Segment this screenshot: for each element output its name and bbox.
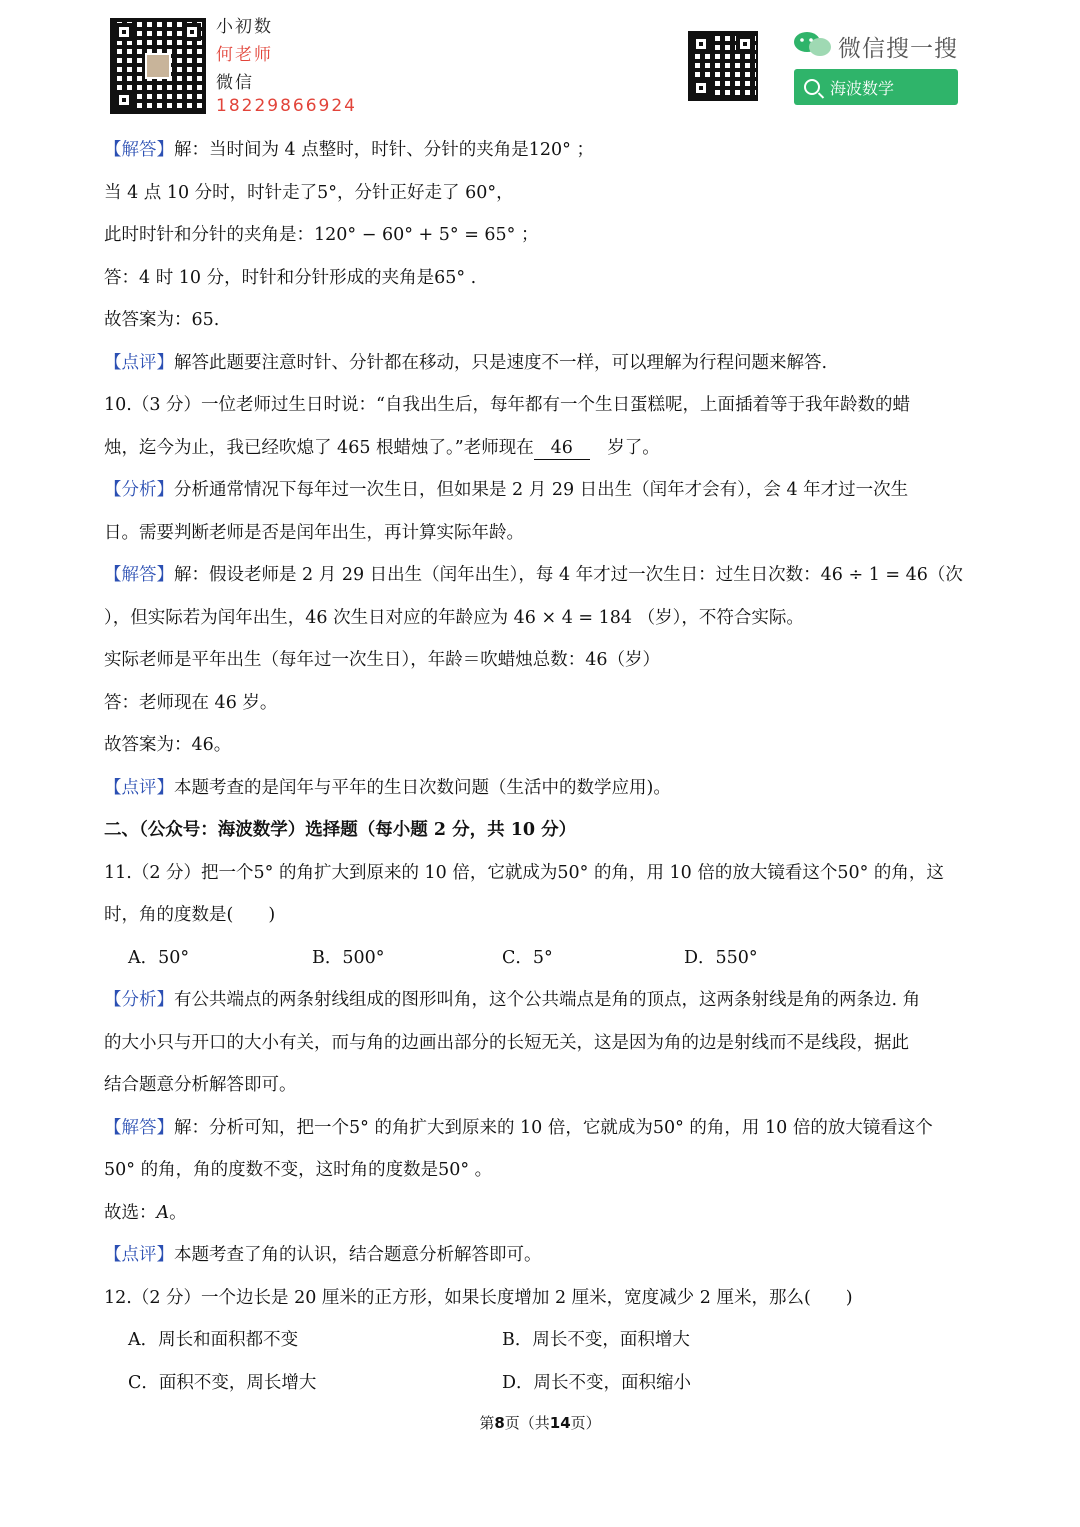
handwriting-line-3: 微信 [216, 73, 254, 93]
comment-tag: 【点评】 [104, 777, 174, 798]
q10-answer [104, 554, 980, 597]
q9-answer-line [104, 129, 980, 172]
option-d[interactable]: D．周长不变，面积缩小 [502, 1372, 692, 1393]
qr-code-icon [110, 18, 206, 114]
search-button[interactable] [794, 69, 958, 105]
q10-answer: 实际老师是平年出生（每年过一次生日），年龄＝吹蜡烛总数：46（岁） [104, 650, 661, 670]
page-footer [0, 1412, 1080, 1433]
search-icon [804, 79, 820, 95]
q9-final-answer: 故答案为：65. [104, 310, 220, 330]
answer-blank: 46 [534, 437, 590, 460]
handwriting-line-2: 何老师 [216, 45, 273, 65]
q9-answer-line: 此时时针和分针的夹角是：120° − 60° + 5° = 65° ； [104, 225, 539, 245]
option-b[interactable]: B．500° [312, 947, 385, 968]
q10-stem: 10.（3 分）一位老师过生日时说：“自我出生后，每年都有一个生日蛋糕呢，上面插着等于我年龄数的蜡 [104, 395, 910, 415]
comment-tag: 【点评】 [104, 352, 174, 373]
wechat-search-title: 微信搜一搜 [838, 36, 958, 62]
handwriting-phone: 18229866924 [216, 96, 357, 116]
q12-options [104, 1362, 980, 1405]
answer-tag: 【解答】 [104, 565, 174, 585]
answer-tag: 【解答】 [104, 140, 174, 160]
q10-answer: ），但实际若为闰年出生，46 次生日对应的年龄应为 46 × 4 = 184 （岁），不符合实际。 [104, 607, 804, 628]
q10-stem-end: 岁了。 [607, 437, 660, 458]
q12-stem: 12.（2 分）一个边长是 20 厘米的正方形，如果长度增加 2 厘米，宽度减少 2 厘米，那么( ) [104, 1287, 853, 1308]
q11-analysis-text: 有公共端点的两条射线组成的图形叫角，这个公共端点是角的顶点，这两条射线是角的两条边. 角 [174, 990, 921, 1010]
option-c[interactable]: C．面积不变，周长增大 [128, 1372, 317, 1393]
q11-stem: 时，角的度数是( ) [104, 905, 276, 925]
q10-answer: 答：老师现在 46 岁。 [104, 692, 278, 713]
q10-comment [104, 767, 980, 810]
q11-comment-text: 本题考查了角的认识，结合题意分析解答即可。 [174, 1245, 542, 1265]
q9-answer-text: 解：当时间为 4 点整时，时针、分针的夹角是120° ； [174, 140, 594, 160]
answer-tag: 【解答】 [104, 1117, 174, 1138]
q12-options [104, 1319, 980, 1362]
footer-mid: 页（共 [504, 1414, 550, 1432]
page-content [104, 129, 980, 1404]
wechat-icon [793, 31, 833, 57]
handwriting-line-1: 小初数 [216, 17, 273, 37]
q11-options [104, 937, 980, 980]
q11-answer-text: 解：分析可知，把一个5° 的角扩大到原来的 10 倍，它就成为50° 的角，用 10 倍的放大镜看这个 [174, 1117, 933, 1138]
q10-final-answer: 故答案为：46。 [104, 735, 232, 755]
q11-analysis [104, 979, 980, 1022]
final-answer-choice: A [156, 1202, 170, 1223]
q11-answer [104, 1107, 980, 1150]
q10-answer-text: 解：假设老师是 2 月 29 日出生（闰年出生），每 4 年才过一次生日：过生日次数：46 ÷ 1 = 46（次 [174, 565, 963, 585]
total-pages: 14 [549, 1414, 571, 1432]
q9-answer-line: 当 4 点 10 分时，时针走了5°，分针正好走了 60°， [104, 182, 514, 203]
q9-comment-text: 解答此题要注意时针、分针都在移动，只是速度不一样，可以理解为行程问题来解答. [174, 352, 828, 373]
q11-answer: 50° 的角，角的度数不变，这时角的度数是50° 。 [104, 1160, 493, 1180]
footer-prefix: 第 [479, 1414, 495, 1432]
q11-comment [104, 1234, 980, 1277]
comment-tag: 【点评】 [104, 1245, 174, 1265]
q11-analysis: 结合题意分析解答即可。 [104, 1075, 297, 1095]
option-a[interactable]: A．周长和面积都不变 [128, 1330, 299, 1350]
q10-analysis [104, 469, 980, 512]
q11-analysis: 的大小只与开口的大小有关，而与角的边画出部分的长短无关，这是因为角的边是射线而不是线段，据此 [104, 1032, 909, 1053]
section-heading: 二、（公众号：海波数学）选择题（每小题 2 分，共 10 分） [104, 820, 577, 840]
q9-comment [104, 342, 980, 385]
option-d[interactable]: D．550° [684, 947, 758, 968]
q10-comment-text: 本题考查的是闰年与平年的生日次数问题（生活中的数学应用)。 [174, 777, 671, 798]
page-header [0, 0, 1080, 125]
option-a[interactable]: A．50° [128, 947, 190, 968]
analysis-tag: 【分析】 [104, 990, 174, 1010]
q11-stem: 11.（2 分）把一个5° 的角扩大到原来的 10 倍，它就成为50° 的角，用 10 倍的放大镜看这个50° 的角，这 [104, 862, 944, 883]
q10-stem-text: 烛，迄今为止，我已经吹熄了 465 根蜡烛了。”老师现在 [104, 437, 534, 458]
search-button-label: 海波数学 [830, 78, 895, 98]
q10-stem [104, 427, 980, 470]
final-answer-end: 。 [169, 1202, 187, 1223]
option-b[interactable]: B．周长不变，面积增大 [502, 1330, 690, 1350]
analysis-tag: 【分析】 [104, 480, 174, 500]
footer-suffix: 页） [570, 1414, 601, 1432]
q9-answer-line: 答：4 时 10 分，时针和分针形成的夹角是65° . [104, 267, 477, 288]
q10-analysis: 日。需要判断老师是否是闰年出生，再计算实际年龄。 [104, 522, 524, 543]
current-page: 8 [494, 1414, 505, 1432]
qr-code-icon [688, 31, 758, 101]
q11-final-answer [104, 1192, 980, 1235]
q10-analysis-text: 分析通常情况下每年过一次生日，但如果是 2 月 29 日出生（闰年才会有），会 4 年才过一次生 [174, 480, 909, 500]
final-answer-label: 故选： [104, 1202, 157, 1223]
option-c[interactable]: C．5° [502, 947, 553, 968]
